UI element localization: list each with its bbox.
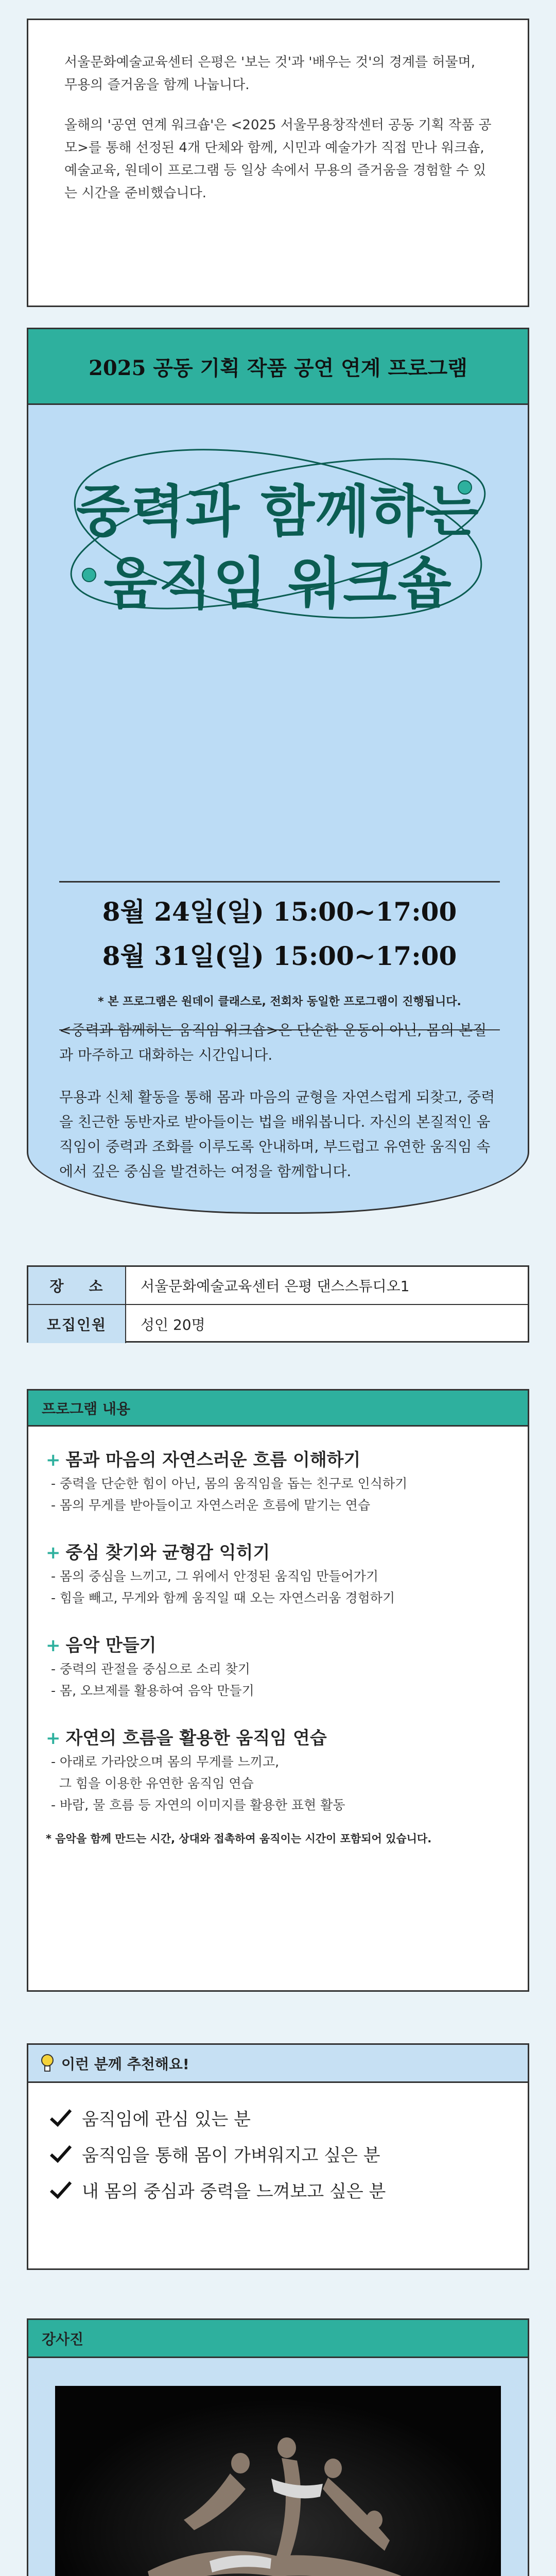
recommend-item-text: 움직임을 통해 몸이 가벼워지고 싶은 분 bbox=[82, 2145, 380, 2166]
program-item-title: 중심 찾기와 균형감 익히기 bbox=[65, 1543, 270, 1563]
program-line: - 몸의 중심을 느끼고, 그 위에서 안정된 움직임 만들어가기 bbox=[51, 1569, 378, 1584]
dancers-silhouette-icon bbox=[55, 2386, 501, 2576]
info-row-place bbox=[28, 1267, 528, 1305]
instructor-header: 강사진 bbox=[28, 2320, 528, 2358]
dates-block bbox=[59, 874, 500, 1030]
program-note: * 음악을 함께 만드는 시간, 상대와 접촉하여 움직이는 시간이 포함되어 있습니다. bbox=[46, 1833, 432, 1845]
date-1: 8월 24일(일) 15:00~17:00 bbox=[102, 896, 457, 927]
info-table bbox=[27, 1265, 529, 1343]
date-note: * 본 프로그램은 원데이 클래스로, 전회차 동일한 프로그램이 진행됩니다. bbox=[98, 995, 461, 1008]
instructor-section bbox=[27, 2318, 529, 2576]
recommend-item-text: 움직임에 관심 있는 분 bbox=[82, 2109, 251, 2130]
hero-band bbox=[28, 328, 528, 405]
check-icon bbox=[49, 2107, 73, 2128]
dancers-photo bbox=[55, 2386, 501, 2576]
program-line: - 중력을 단순한 힘이 아닌, 몸의 움직임을 돕는 친구로 인식하기 bbox=[51, 1476, 408, 1491]
title-area bbox=[28, 405, 528, 693]
title-line-2: 움직임 워크숍 bbox=[103, 551, 453, 616]
list-item bbox=[49, 2172, 507, 2208]
hero-desc-1: <중력과 함께하는 움직임 워크숍>은 단순한 운동이 아닌, 몸의 본질과 마주하고 대화하는 시간입니다. bbox=[59, 1022, 487, 1063]
program-item bbox=[46, 1540, 512, 1609]
recommend-item-text: 내 몸의 중심과 중력을 느껴보고 싶은 분 bbox=[82, 2181, 386, 2202]
program-body bbox=[28, 1427, 528, 1846]
recommend-title: 이런 분께 추천해요! bbox=[61, 2055, 189, 2073]
intro-paragraph-1: 서울문화예술교육센터 은평은 '보는 것'과 '배우는 것'의 경계를 허물며, 무용의 즐거움을 함께 나눕니다. bbox=[64, 55, 475, 93]
program-item-title: 자연의 흐름을 활용한 움직임 연습 bbox=[65, 1728, 327, 1749]
program-line: - 몸의 무게를 받아들이고 자연스러운 흐름에 맡기는 연습 bbox=[51, 1498, 371, 1513]
date-2: 8월 31일(일) 15:00~17:00 bbox=[102, 941, 457, 971]
program-line: - 바람, 물 흐름 등 자연의 이미지를 활용한 표현 활동 bbox=[51, 1798, 345, 1812]
program-header: 프로그램 내용 bbox=[28, 1391, 528, 1427]
recruit-label: 모집인원 bbox=[28, 1305, 126, 1343]
program-line: 그 힘을 이용한 유연한 움직임 연습 bbox=[51, 1776, 254, 1791]
program-item bbox=[46, 1633, 512, 1702]
recruit-value: 성인 20명 bbox=[141, 1316, 205, 1333]
check-icon bbox=[49, 2179, 73, 2200]
hero-desc-2: 무용과 신체 활동을 통해 몸과 마음의 균형을 자연스럽게 되찾고, 중력을 친근한 동반자로 받아들이는 법을 배워봅니다. 자신의 본질적인 움직임이 중력과 조화를 이루도록 안내하며, 부드럽고 유연한 움직임 속에서 깊은 중심을 발견하는 여정을 함께합니다. bbox=[59, 1089, 495, 1180]
place-value: 서울문화예술교육센터 은평 댄스스튜디오1 bbox=[141, 1278, 410, 1295]
divider bbox=[59, 881, 500, 883]
lightbulb-icon bbox=[41, 2054, 54, 2073]
plus-icon: + bbox=[46, 1635, 61, 1656]
plus-icon: + bbox=[46, 1728, 61, 1749]
info-row-recruit bbox=[28, 1305, 528, 1343]
place-label: 장 소 bbox=[28, 1267, 126, 1304]
list-item bbox=[49, 2099, 507, 2136]
program-line: - 아래로 가라앉으며 몸의 무게를 느끼고, bbox=[51, 1754, 280, 1769]
recommend-header bbox=[28, 2045, 528, 2083]
program-section bbox=[27, 1389, 529, 1992]
intro-box bbox=[27, 19, 529, 307]
hero-section bbox=[27, 328, 529, 1214]
hero-description bbox=[59, 1018, 500, 1184]
program-line: - 몸, 오브제를 활용하여 음악 만들기 bbox=[51, 1683, 254, 1698]
recommend-list bbox=[28, 2083, 528, 2224]
plus-icon: + bbox=[46, 1450, 61, 1470]
list-item bbox=[49, 2136, 507, 2172]
program-line: - 중력의 관절을 중심으로 소리 찾기 bbox=[51, 1662, 250, 1676]
hero-band-title: 2025 공동 기획 작품 공연 연계 프로그램 bbox=[89, 355, 467, 380]
program-line: - 힘을 빼고, 무게와 함께 움직일 때 오는 자연스러움 경험하기 bbox=[51, 1590, 395, 1605]
title-line-1: 중력과 함께하는 bbox=[76, 479, 480, 544]
plus-icon: + bbox=[46, 1543, 61, 1563]
program-item-title: 음악 만들기 bbox=[65, 1635, 157, 1656]
program-item-title: 몸과 마음의 자연스러운 흐름 이해하기 bbox=[65, 1450, 361, 1470]
check-icon bbox=[49, 2143, 73, 2164]
intro-paragraph-2: 올해의 '공연 연계 워크숍'은 <2025 서울무용창작센터 공동 기획 작품 공모>를 통해 선정된 4개 단체와 함께, 시민과 예술가가 직접 만나 워크숍, 예술교육, 원데이 프로그램 등 일상 속에서 무용의 즐거움을 경험할 수 있는 시간을 준비했습니다. bbox=[64, 117, 492, 201]
recommend-section bbox=[27, 2043, 529, 2270]
program-item bbox=[46, 1725, 512, 1816]
program-item bbox=[46, 1447, 512, 1516]
